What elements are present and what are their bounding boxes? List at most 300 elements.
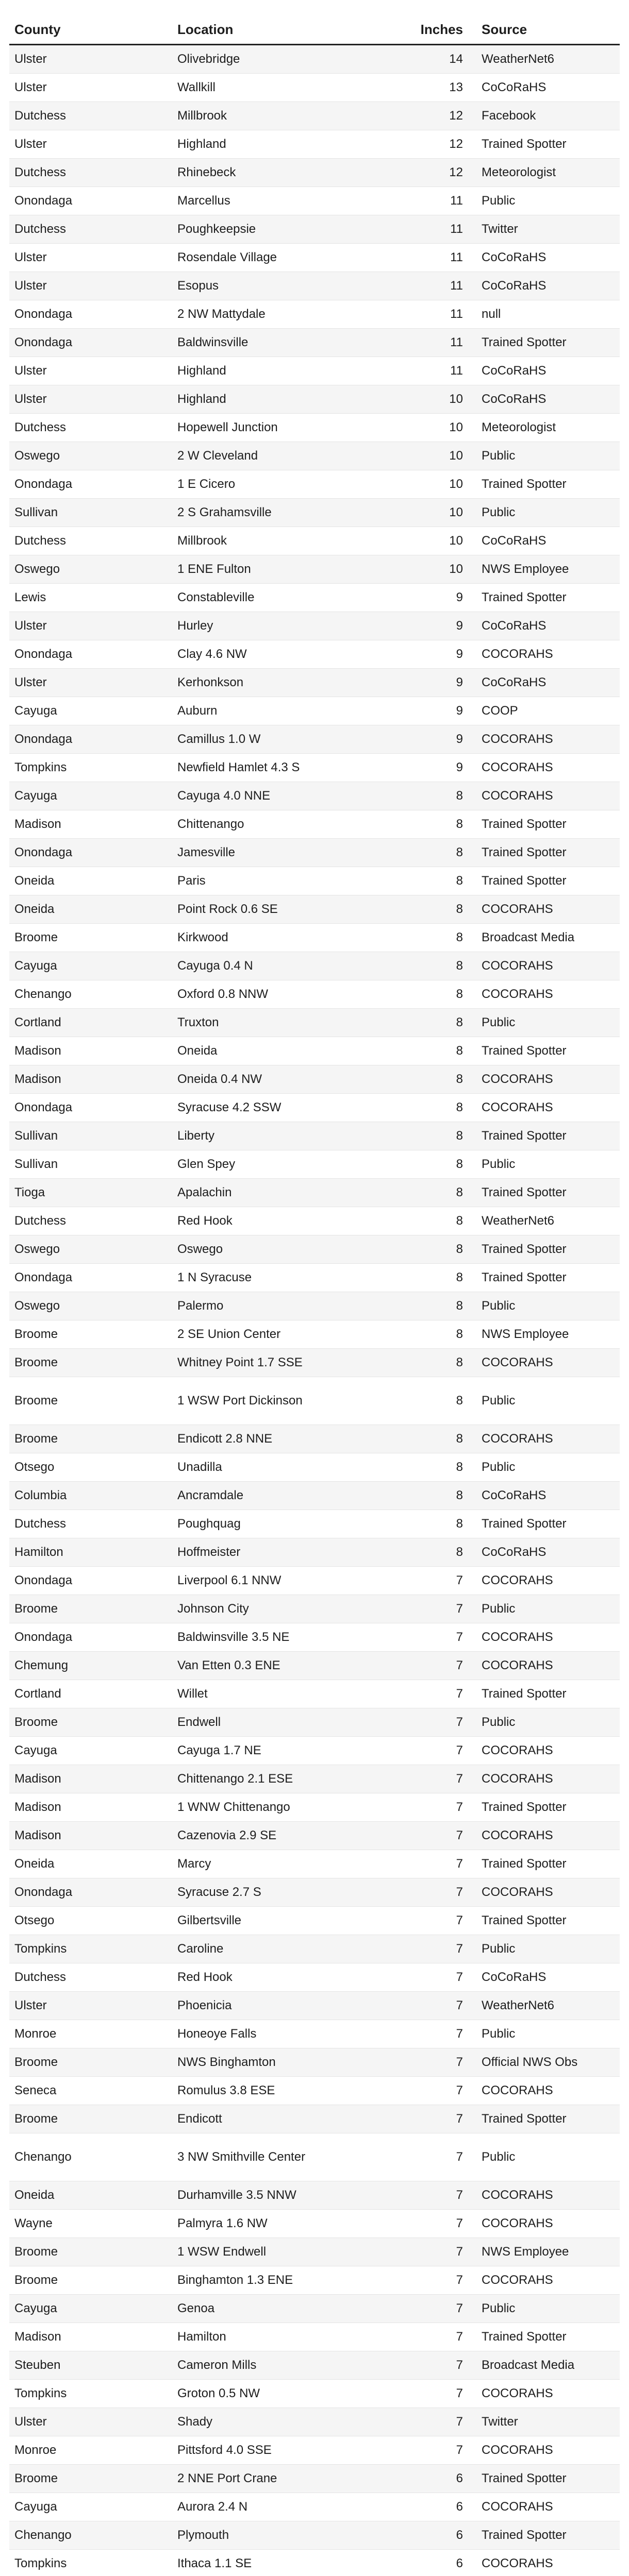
cell-location: Highland [172, 357, 378, 385]
table-row [9, 74, 620, 102]
cell-source: Public [476, 1595, 620, 1623]
cell-location: Poughquag [172, 1510, 378, 1538]
cell-source: Trained Spotter [476, 2465, 620, 2493]
cell-county: Cayuga [9, 1737, 172, 1765]
cell-inches: 14 [378, 45, 476, 74]
cell-county: Ulster [9, 45, 172, 74]
cell-source: Public [476, 2133, 620, 2181]
cell-inches: 10 [378, 499, 476, 527]
table-row [9, 924, 620, 952]
cell-location: Apalachin [172, 1179, 378, 1207]
cell-inches: 7 [378, 1765, 476, 1793]
cell-inches: 7 [378, 2210, 476, 2238]
cell-county: Tompkins [9, 1935, 172, 1963]
cell-inches: 8 [378, 1292, 476, 1320]
cell-source: Trained Spotter [476, 2323, 620, 2351]
cell-county: Broome [9, 2238, 172, 2266]
cell-county: Onondaga [9, 329, 172, 357]
cell-county: Monroe [9, 2020, 172, 2048]
cell-inches: 8 [378, 1264, 476, 1292]
cell-source: Trained Spotter [476, 1037, 620, 1065]
cell-county: Cortland [9, 1009, 172, 1037]
cell-location: Auburn [172, 697, 378, 725]
cell-location: Oswego [172, 1235, 378, 1264]
table-row [9, 1179, 620, 1207]
cell-county: Ulster [9, 244, 172, 272]
table-row [9, 2380, 620, 2408]
cell-location: Poughkeepsie [172, 215, 378, 244]
cell-county: Seneca [9, 2077, 172, 2105]
cell-inches: 8 [378, 924, 476, 952]
table-row [9, 1150, 620, 1179]
cell-inches: 11 [378, 187, 476, 215]
table-row [9, 244, 620, 272]
cell-inches: 6 [378, 2465, 476, 2493]
cell-county: Oneida [9, 867, 172, 895]
cell-source: Public [476, 1377, 620, 1425]
cell-location: NWS Binghamton [172, 2048, 378, 2077]
cell-county: Dutchess [9, 1963, 172, 1992]
cell-inches: 7 [378, 1992, 476, 2020]
table-row [9, 839, 620, 867]
table-row [9, 2266, 620, 2295]
cell-location: Cayuga 4.0 NNE [172, 782, 378, 810]
table-row [9, 1207, 620, 1235]
cell-location: Wallkill [172, 74, 378, 102]
cell-county: Ulster [9, 357, 172, 385]
cell-source: COCORAHS [476, 1652, 620, 1680]
cell-source: Trained Spotter [476, 810, 620, 839]
cell-inches: 12 [378, 102, 476, 130]
cell-inches: 7 [378, 2266, 476, 2295]
cell-county: Madison [9, 1765, 172, 1793]
cell-county: Dutchess [9, 527, 172, 555]
table-row [9, 697, 620, 725]
cell-source: Public [476, 1292, 620, 1320]
cell-inches: 9 [378, 754, 476, 782]
cell-source: Public [476, 1708, 620, 1737]
cell-county: Steuben [9, 2351, 172, 2380]
cell-source: CoCoRaHS [476, 1482, 620, 1510]
table-body [9, 45, 620, 2576]
cell-source: COCORAHS [476, 754, 620, 782]
cell-inches: 9 [378, 640, 476, 669]
cell-county: Broome [9, 2048, 172, 2077]
cell-inches: 8 [378, 1510, 476, 1538]
cell-location: Plymouth [172, 2521, 378, 2550]
cell-inches: 6 [378, 2493, 476, 2521]
cell-location: Syracuse 4.2 SSW [172, 1094, 378, 1122]
table-row [9, 1235, 620, 1264]
cell-county: Onondaga [9, 725, 172, 754]
cell-location: Red Hook [172, 1963, 378, 1992]
cell-location: Caroline [172, 1935, 378, 1963]
cell-inches: 8 [378, 839, 476, 867]
cell-inches: 7 [378, 2077, 476, 2105]
cell-source: CoCoRaHS [476, 357, 620, 385]
cell-county: Ulster [9, 612, 172, 640]
table-row [9, 1292, 620, 1320]
cell-location: Whitney Point 1.7 SSE [172, 1349, 378, 1377]
cell-inches: 7 [378, 1708, 476, 1737]
table-row [9, 1935, 620, 1963]
table-row [9, 1793, 620, 1822]
cell-source: Trained Spotter [476, 329, 620, 357]
table-row [9, 2020, 620, 2048]
table-header [9, 10, 620, 45]
table-row [9, 754, 620, 782]
cell-location: 1 WSW Port Dickinson [172, 1377, 378, 1425]
cell-source: Trained Spotter [476, 130, 620, 159]
cell-inches: 7 [378, 2351, 476, 2380]
cell-inches: 7 [378, 2020, 476, 2048]
cell-county: Oswego [9, 1292, 172, 1320]
cell-location: Willet [172, 1680, 378, 1708]
cell-source: COCORAHS [476, 640, 620, 669]
cell-location: Palermo [172, 1292, 378, 1320]
cell-location: Marcy [172, 1850, 378, 1878]
cell-source: Meteorologist [476, 159, 620, 187]
cell-inches: 8 [378, 1094, 476, 1122]
table-row [9, 272, 620, 300]
table-row [9, 102, 620, 130]
table-row [9, 215, 620, 244]
cell-inches: 8 [378, 1150, 476, 1179]
cell-location: Paris [172, 867, 378, 895]
cell-source: COCORAHS [476, 1822, 620, 1850]
cell-inches: 7 [378, 2133, 476, 2181]
cell-county: Wayne [9, 2210, 172, 2238]
cell-source: COCORAHS [476, 895, 620, 924]
cell-county: Broome [9, 1320, 172, 1349]
cell-location: Kerhonkson [172, 669, 378, 697]
table-row [9, 499, 620, 527]
table-row [9, 2210, 620, 2238]
cell-source: COCORAHS [476, 1765, 620, 1793]
table-row [9, 2521, 620, 2550]
cell-inches: 7 [378, 2408, 476, 2436]
table-row [9, 2408, 620, 2436]
cell-county: Oneida [9, 2181, 172, 2210]
cell-county: Onondaga [9, 187, 172, 215]
table-row [9, 300, 620, 329]
cell-source: COCORAHS [476, 980, 620, 1009]
cell-source: COCORAHS [476, 2077, 620, 2105]
cell-location: Point Rock 0.6 SE [172, 895, 378, 924]
table-row [9, 1567, 620, 1595]
cell-inches: 8 [378, 952, 476, 980]
table-row [9, 725, 620, 754]
cell-inches: 7 [378, 1850, 476, 1878]
cell-inches: 8 [378, 1179, 476, 1207]
cell-location: Kirkwood [172, 924, 378, 952]
cell-location: Groton 0.5 NW [172, 2380, 378, 2408]
cell-inches: 10 [378, 442, 476, 470]
cell-source: COOP [476, 697, 620, 725]
cell-county: Cayuga [9, 697, 172, 725]
cell-county: Broome [9, 2266, 172, 2295]
table-row [9, 2105, 620, 2133]
cell-inches: 8 [378, 810, 476, 839]
cell-inches: 8 [378, 1065, 476, 1094]
cell-location: Palmyra 1.6 NW [172, 2210, 378, 2238]
cell-source: COCORAHS [476, 1623, 620, 1652]
cell-inches: 7 [378, 1878, 476, 1907]
cell-inches: 9 [378, 697, 476, 725]
cell-inches: 9 [378, 725, 476, 754]
cell-location: Chittenango [172, 810, 378, 839]
cell-location: Genoa [172, 2295, 378, 2323]
cell-location: Cayuga 0.4 N [172, 952, 378, 980]
table-row [9, 385, 620, 414]
cell-county: Dutchess [9, 215, 172, 244]
cell-location: Oneida [172, 1037, 378, 1065]
cell-county: Tompkins [9, 754, 172, 782]
cell-county: Columbia [9, 1482, 172, 1510]
cell-source: COCORAHS [476, 2493, 620, 2521]
table-row [9, 2238, 620, 2266]
table-row [9, 895, 620, 924]
cell-location: Cameron Mills [172, 2351, 378, 2380]
cell-location: 2 SE Union Center [172, 1320, 378, 1349]
cell-source: WeatherNet6 [476, 1207, 620, 1235]
cell-inches: 8 [378, 1538, 476, 1567]
table-row [9, 414, 620, 442]
cell-location: Oxford 0.8 NNW [172, 980, 378, 1009]
cell-source: Trained Spotter [476, 867, 620, 895]
cell-inches: 7 [378, 1623, 476, 1652]
cell-location: Hamilton [172, 2323, 378, 2351]
cell-inches: 7 [378, 1595, 476, 1623]
cell-location: Red Hook [172, 1207, 378, 1235]
cell-source: CoCoRaHS [476, 527, 620, 555]
cell-location: Endicott [172, 2105, 378, 2133]
table-row [9, 1349, 620, 1377]
cell-source: COCORAHS [476, 782, 620, 810]
cell-source: NWS Employee [476, 555, 620, 584]
cell-county: Sullivan [9, 499, 172, 527]
table-row [9, 867, 620, 895]
cell-location: Marcellus [172, 187, 378, 215]
cell-location: Liverpool 6.1 NNW [172, 1567, 378, 1595]
cell-source: Trained Spotter [476, 2105, 620, 2133]
cell-inches: 8 [378, 1425, 476, 1453]
cell-county: Otsego [9, 1907, 172, 1935]
cell-source: COCORAHS [476, 1094, 620, 1122]
cell-inches: 10 [378, 527, 476, 555]
cell-inches: 8 [378, 1009, 476, 1037]
cell-county: Oswego [9, 1235, 172, 1264]
cell-source: Broadcast Media [476, 924, 620, 952]
cell-county: Onondaga [9, 300, 172, 329]
cell-source: Twitter [476, 2408, 620, 2436]
cell-inches: 12 [378, 159, 476, 187]
cell-inches: 8 [378, 1207, 476, 1235]
table-row [9, 159, 620, 187]
table-row [9, 2295, 620, 2323]
cell-inches: 11 [378, 300, 476, 329]
cell-location: Cayuga 1.7 NE [172, 1737, 378, 1765]
cell-county: Cortland [9, 1680, 172, 1708]
cell-source: Public [476, 1009, 620, 1037]
cell-county: Otsego [9, 1453, 172, 1482]
cell-location: Honeoye Falls [172, 2020, 378, 2048]
cell-county: Oneida [9, 1850, 172, 1878]
cell-inches: 6 [378, 2550, 476, 2576]
cell-county: Broome [9, 1595, 172, 1623]
cell-source: null [476, 300, 620, 329]
table-row [9, 1122, 620, 1150]
cell-source: WeatherNet6 [476, 1992, 620, 2020]
cell-source: CoCoRaHS [476, 669, 620, 697]
cell-county: Ulster [9, 272, 172, 300]
cell-county: Tioga [9, 1179, 172, 1207]
cell-county: Cayuga [9, 952, 172, 980]
cell-county: Dutchess [9, 1207, 172, 1235]
cell-county: Ulster [9, 1992, 172, 2020]
table-row [9, 810, 620, 839]
table-row [9, 1680, 620, 1708]
table-row [9, 1907, 620, 1935]
cell-source: COCORAHS [476, 2266, 620, 2295]
cell-source: COCORAHS [476, 1065, 620, 1094]
cell-inches: 7 [378, 1907, 476, 1935]
table-row [9, 555, 620, 584]
cell-source: COCORAHS [476, 1349, 620, 1377]
header-row [9, 10, 620, 45]
snowfall-table [9, 10, 620, 2576]
cell-county: Broome [9, 1708, 172, 1737]
cell-county: Ulster [9, 669, 172, 697]
cell-source: Public [476, 442, 620, 470]
table-row [9, 2493, 620, 2521]
cell-source: Trained Spotter [476, 2521, 620, 2550]
cell-source: Trained Spotter [476, 470, 620, 499]
cell-source: Trained Spotter [476, 1510, 620, 1538]
cell-inches: 8 [378, 1377, 476, 1425]
cell-source: Trained Spotter [476, 584, 620, 612]
table-row [9, 329, 620, 357]
table-row [9, 782, 620, 810]
cell-location: Millbrook [172, 527, 378, 555]
cell-location: Durhamville 3.5 NNW [172, 2181, 378, 2210]
cell-source: CoCoRaHS [476, 1963, 620, 1992]
table-row [9, 2133, 620, 2181]
cell-source: Trained Spotter [476, 1680, 620, 1708]
cell-location: Olivebridge [172, 45, 378, 74]
cell-source: Facebook [476, 102, 620, 130]
cell-county: Onondaga [9, 470, 172, 499]
cell-county: Madison [9, 1822, 172, 1850]
cell-county: Dutchess [9, 414, 172, 442]
cell-county: Ulster [9, 130, 172, 159]
cell-location: Binghamton 1.3 ENE [172, 2266, 378, 2295]
cell-county: Onondaga [9, 839, 172, 867]
cell-county: Onondaga [9, 1623, 172, 1652]
column-header-county[interactable]: County [9, 10, 172, 45]
table-row [9, 1377, 620, 1425]
cell-inches: 7 [378, 2295, 476, 2323]
cell-source: COCORAHS [476, 1878, 620, 1907]
cell-location: Ithaca 1.1 SE [172, 2550, 378, 2576]
cell-source: COCORAHS [476, 2210, 620, 2238]
cell-inches: 10 [378, 385, 476, 414]
cell-inches: 7 [378, 1963, 476, 1992]
cell-source: COCORAHS [476, 2436, 620, 2465]
cell-location: 1 E Cicero [172, 470, 378, 499]
cell-inches: 7 [378, 1793, 476, 1822]
cell-county: Chenango [9, 980, 172, 1009]
cell-county: Chemung [9, 1652, 172, 1680]
cell-source: Trained Spotter [476, 1793, 620, 1822]
column-header-inches[interactable]: Inches [378, 10, 476, 45]
cell-inches: 11 [378, 215, 476, 244]
cell-location: Millbrook [172, 102, 378, 130]
cell-county: Broome [9, 2105, 172, 2133]
cell-inches: 7 [378, 2323, 476, 2351]
cell-inches: 8 [378, 980, 476, 1009]
cell-location: Highland [172, 385, 378, 414]
cell-county: Onondaga [9, 1094, 172, 1122]
cell-source: NWS Employee [476, 2238, 620, 2266]
cell-county: Onondaga [9, 1878, 172, 1907]
cell-inches: 7 [378, 2048, 476, 2077]
cell-source: COCORAHS [476, 725, 620, 754]
table-row [9, 2077, 620, 2105]
cell-location: 1 ENE Fulton [172, 555, 378, 584]
table-row [9, 470, 620, 499]
table-row [9, 669, 620, 697]
cell-location: 1 WNW Chittenango [172, 1793, 378, 1822]
cell-inches: 10 [378, 470, 476, 499]
cell-inches: 7 [378, 2105, 476, 2133]
cell-county: Onondaga [9, 1567, 172, 1595]
cell-inches: 9 [378, 669, 476, 697]
table-row [9, 980, 620, 1009]
cell-inches: 11 [378, 272, 476, 300]
cell-county: Cayuga [9, 2493, 172, 2521]
cell-source: NWS Employee [476, 1320, 620, 1349]
cell-source: Trained Spotter [476, 1179, 620, 1207]
cell-inches: 10 [378, 414, 476, 442]
cell-source: CoCoRaHS [476, 74, 620, 102]
cell-location: Phoenicia [172, 1992, 378, 2020]
column-header-source[interactable]: Source [476, 10, 620, 45]
cell-inches: 12 [378, 130, 476, 159]
cell-location: Constableville [172, 584, 378, 612]
cell-county: Chenango [9, 2133, 172, 2181]
table-row [9, 527, 620, 555]
table-row [9, 584, 620, 612]
cell-source: Meteorologist [476, 414, 620, 442]
table-row [9, 1963, 620, 1992]
cell-location: Oneida 0.4 NW [172, 1065, 378, 1094]
cell-location: Chittenango 2.1 ESE [172, 1765, 378, 1793]
table-row [9, 130, 620, 159]
cell-county: Sullivan [9, 1122, 172, 1150]
cell-source: Trained Spotter [476, 839, 620, 867]
cell-county: Broome [9, 1377, 172, 1425]
cell-source: COCORAHS [476, 1737, 620, 1765]
cell-location: Esopus [172, 272, 378, 300]
cell-inches: 8 [378, 1482, 476, 1510]
column-header-location[interactable]: Location [172, 10, 378, 45]
cell-county: Madison [9, 2323, 172, 2351]
cell-location: Ancramdale [172, 1482, 378, 1510]
table-row [9, 1094, 620, 1122]
cell-county: Madison [9, 1793, 172, 1822]
table-row [9, 442, 620, 470]
